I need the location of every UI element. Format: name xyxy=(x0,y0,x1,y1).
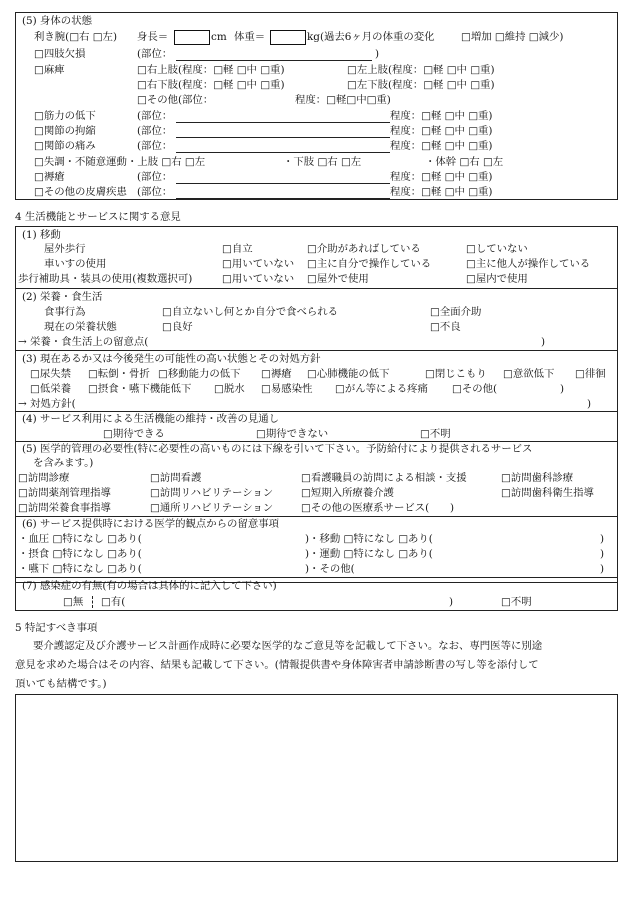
cond-dysphagia[interactable]: □摂食・嚥下機能低下 xyxy=(88,383,192,395)
cond-other[interactable]: □その他( xyxy=(452,383,498,395)
svc-nurse-consultation[interactable]: □看護職員の訪問による相談・支援 xyxy=(301,472,467,484)
wheelchair-label: 車いすの使用 xyxy=(44,258,107,270)
paralysis-other-degree[interactable]: 程度：□軽□中□重) xyxy=(295,94,391,106)
height-label: 身長＝ xyxy=(137,31,169,43)
joint-pain-checkbox[interactable]: □関節の痛み xyxy=(34,140,96,152)
precaution-eating[interactable]: ・摂食 □特になし □あり( xyxy=(18,548,142,560)
muscle-weakness-checkbox[interactable]: □筋力の低下 xyxy=(34,110,96,122)
policy-close: ) xyxy=(587,398,592,410)
joint-pain-part-line[interactable] xyxy=(176,152,390,153)
precaution-blood-pressure[interactable]: ・血圧 □特になし □あり( xyxy=(18,533,142,545)
skin-degree[interactable]: 程度：□軽 □中 □重) xyxy=(390,186,493,198)
svc-other-close: ) xyxy=(450,502,455,514)
physical-condition-title: (5) 身体の状態 xyxy=(22,15,92,27)
infection-separator xyxy=(92,596,93,608)
medical-management-title-2: を含みます。) xyxy=(33,457,94,469)
special-notes-title: 5 特記すべき事項 xyxy=(15,622,98,634)
cond-dehydration[interactable]: □脱水 xyxy=(214,383,245,395)
divider xyxy=(15,288,618,289)
precaution-move-close: ) xyxy=(600,533,605,545)
skin-part-label: (部位： xyxy=(137,186,173,198)
wheelchair-not-used[interactable]: □用いていない xyxy=(222,258,295,270)
limb-loss-part-line[interactable] xyxy=(176,60,372,61)
outdoor-independent[interactable]: □自立 xyxy=(222,243,253,255)
bedsore-degree[interactable]: 程度：□軽 □中 □重) xyxy=(390,171,493,183)
outdoor-not-doing[interactable]: □していない xyxy=(466,243,528,255)
walking-aids-label: 歩行補助具・装具の使用(複数選択可) xyxy=(18,273,193,285)
weight-input[interactable] xyxy=(270,30,306,45)
movement-title: (1) 移動 xyxy=(22,229,61,241)
weight-label: 体重＝ xyxy=(234,31,266,43)
section-4-title: 4 生活機能とサービスに関する意見 xyxy=(15,211,181,223)
cond-incontinence[interactable]: □尿失禁 xyxy=(30,368,71,380)
cond-infection-prone[interactable]: □易感染性 xyxy=(261,383,313,395)
outlook-expected[interactable]: □期待できる xyxy=(103,428,165,440)
special-notes-text-1: 要介護認定及び介護サービス計画作成時に必要な医学的なご意見等を記載して下さい。なお、専門医等に別途 xyxy=(33,640,543,652)
svc-home-dental[interactable]: □訪問歯科診療 xyxy=(501,472,574,484)
svc-home-nursing[interactable]: □訪問看護 xyxy=(150,472,202,484)
precaution-exercise-close: ) xyxy=(600,548,605,560)
cond-cancer-pain[interactable]: □がん等による疼痛 xyxy=(335,383,428,395)
divider xyxy=(15,350,618,351)
paralysis-other[interactable]: □その他(部位： xyxy=(137,94,214,106)
ataxia-trunk[interactable]: ・体幹 □右 □左 xyxy=(425,156,504,168)
muscle-part-label: (部位： xyxy=(137,110,173,122)
aids-not-used[interactable]: □用いていない xyxy=(222,273,295,285)
outlook-unknown[interactable]: □不明 xyxy=(420,428,451,440)
eating-full-assist[interactable]: □全面介助 xyxy=(430,306,482,318)
infection-title: (7) 感染症の有無(有の場合は具体的に記入して下さい) xyxy=(22,580,277,592)
precaution-other[interactable]: )・その他( xyxy=(305,563,355,575)
contracture-degree[interactable]: 程度：□軽 □中 □重) xyxy=(390,125,493,137)
aids-outdoor[interactable]: □屋外で使用 xyxy=(307,273,369,285)
nutrition-good[interactable]: □良好 xyxy=(162,321,193,333)
nutrition-status-label: 現在の栄養状態 xyxy=(44,321,117,333)
bedsore-part-line[interactable] xyxy=(176,183,390,184)
cond-low-motivation[interactable]: □意欲低下 xyxy=(503,368,555,380)
outdoor-with-help[interactable]: □介助があればしている xyxy=(307,243,421,255)
cond-malnutrition[interactable]: □低栄養 xyxy=(30,383,71,395)
svc-short-stay[interactable]: □短期入所療養介護 xyxy=(301,487,394,499)
skin-part-line[interactable] xyxy=(176,198,390,199)
svc-nutrition-guidance[interactable]: □訪問栄養食事指導 xyxy=(18,502,111,514)
nutrition-notes-close: ) xyxy=(541,336,546,348)
infection-yes[interactable]: □有( xyxy=(101,596,126,608)
cond-fall-fracture[interactable]: □転倒・骨折 xyxy=(88,368,150,380)
aids-indoor[interactable]: □屋内で使用 xyxy=(466,273,528,285)
medical-management-title: (5) 医学的管理の必要性(特に必要性の高いものには下線を引いて下さい。予防給付により提供されるサービス xyxy=(22,443,533,455)
dominant-hand[interactable]: 利き腕(□右 □左) xyxy=(34,31,117,43)
nutrition-title: (2) 栄養・食生活 xyxy=(22,291,103,303)
precaution-swallowing[interactable]: ・嚥下 □特になし □あり( xyxy=(18,563,142,575)
ataxia-lower[interactable]: ・下肢 □右 □左 xyxy=(283,156,362,168)
svc-daycare-rehab[interactable]: □通所リハビリテーション xyxy=(150,502,274,514)
weight-change-options[interactable]: □増加 □維持 □減少) xyxy=(461,31,564,43)
cond-bedsore[interactable]: □褥瘡 xyxy=(261,368,292,380)
special-notes-text-2: 意見を求めた場合はその内容、結果も記載して下さい。(情報提供書や身体障害者申請診断書の写し等を添付して xyxy=(15,659,539,671)
cond-other-close: ) xyxy=(560,383,565,395)
paralysis-right-upper[interactable]: □右上肢(程度：□軽 □中 □重) xyxy=(137,64,285,76)
conditions-title: (3) 現在あるか又は今後発生の可能性の高い状態とその対処方針 xyxy=(22,353,321,365)
cond-cardiopulmonary[interactable]: □心肺機能の低下 xyxy=(307,368,390,380)
outdoor-walking-label: 屋外歩行 xyxy=(44,243,86,255)
special-notes-text-3: 頂いても結構です。) xyxy=(15,678,107,690)
paralysis-left-upper[interactable]: □左上肢(程度：□軽 □中 □重) xyxy=(347,64,495,76)
infection-yes-close: ) xyxy=(449,596,454,608)
svc-home-rehab[interactable]: □訪問リハビリテーション xyxy=(150,487,274,499)
joint-pain-degree[interactable]: 程度：□軽 □中 □重) xyxy=(390,140,493,152)
cond-withdrawal[interactable]: □閉じこもり xyxy=(425,368,487,380)
infection-none[interactable]: □無 xyxy=(63,596,84,608)
svc-other-medical[interactable]: □その他の医療系サービス( xyxy=(301,502,430,514)
height-unit: cm xyxy=(211,31,227,43)
nutrition-poor[interactable]: □不良 xyxy=(430,321,461,333)
contracture-checkbox[interactable]: □関節の拘縮 xyxy=(34,125,96,137)
policy-field[interactable]: → 対処方針( xyxy=(18,398,76,410)
height-input[interactable] xyxy=(174,30,210,45)
paralysis-left-lower[interactable]: □左下肢(程度：□軽 □中 □重) xyxy=(347,79,495,91)
nutrition-notes[interactable]: → 栄養・食生活上の留意点( xyxy=(18,336,149,348)
divider xyxy=(15,516,618,517)
outlook-not-expected[interactable]: □期待できない xyxy=(256,428,329,440)
muscle-degree[interactable]: 程度：□軽 □中 □重) xyxy=(390,110,493,122)
weight-unit: kg(過去6ヶ月の体重の変化 xyxy=(307,31,435,43)
eating-label: 食事行為 xyxy=(44,306,86,318)
divider xyxy=(15,441,618,442)
divider xyxy=(15,411,618,412)
ataxia-upper[interactable]: □失調・不随意運動・上肢 □右 □左 xyxy=(34,156,206,168)
joint-pain-part-label: (部位： xyxy=(137,140,173,152)
wheelchair-self[interactable]: □主に自分で操作している xyxy=(307,258,432,270)
precautions-title: (6) サービス提供時における医学的観点からの留意事項 xyxy=(22,518,280,530)
eating-self[interactable]: □自立ないし何とか自分で食べられる xyxy=(162,306,339,318)
contracture-part-label: (部位： xyxy=(137,125,173,137)
bedsore-checkbox[interactable]: □褥瘡 xyxy=(34,171,65,183)
limb-loss-part-label: (部位： xyxy=(137,48,173,60)
svc-dental-hygiene[interactable]: □訪問歯科衛生指導 xyxy=(501,487,594,499)
special-notes-textarea[interactable] xyxy=(15,694,618,862)
precaution-exercise[interactable]: )・運動 □特になし □あり( xyxy=(305,548,433,560)
contracture-part-line[interactable] xyxy=(176,137,390,138)
wheelchair-others[interactable]: □主に他人が操作している xyxy=(466,258,591,270)
paralysis-checkbox[interactable]: □麻痺 xyxy=(34,64,65,76)
skin-disease-checkbox[interactable]: □その他の皮膚疾患 xyxy=(34,186,127,198)
limb-loss-checkbox[interactable]: □四肢欠損 xyxy=(34,48,86,60)
outlook-title: (4) サービス利用による生活機能の維持・改善の見通し xyxy=(22,413,280,425)
precaution-other-close: ) xyxy=(600,563,605,575)
paralysis-right-lower[interactable]: □右下肢(程度：□軽 □中 □重) xyxy=(137,79,285,91)
cond-wandering[interactable]: □徘徊 xyxy=(575,368,606,380)
cond-mobility-decline[interactable]: □移動能力の低下 xyxy=(158,368,241,380)
svc-home-visit-medical[interactable]: □訪問診療 xyxy=(18,472,70,484)
precaution-move[interactable]: )・移動 □特になし □あり( xyxy=(305,533,433,545)
muscle-part-line[interactable] xyxy=(176,122,390,123)
infection-unknown[interactable]: □不明 xyxy=(501,596,532,608)
limb-loss-close: ) xyxy=(375,48,380,60)
bedsore-part-label: (部位： xyxy=(137,171,173,183)
svc-pharmacy[interactable]: □訪問薬剤管理指導 xyxy=(18,487,111,499)
